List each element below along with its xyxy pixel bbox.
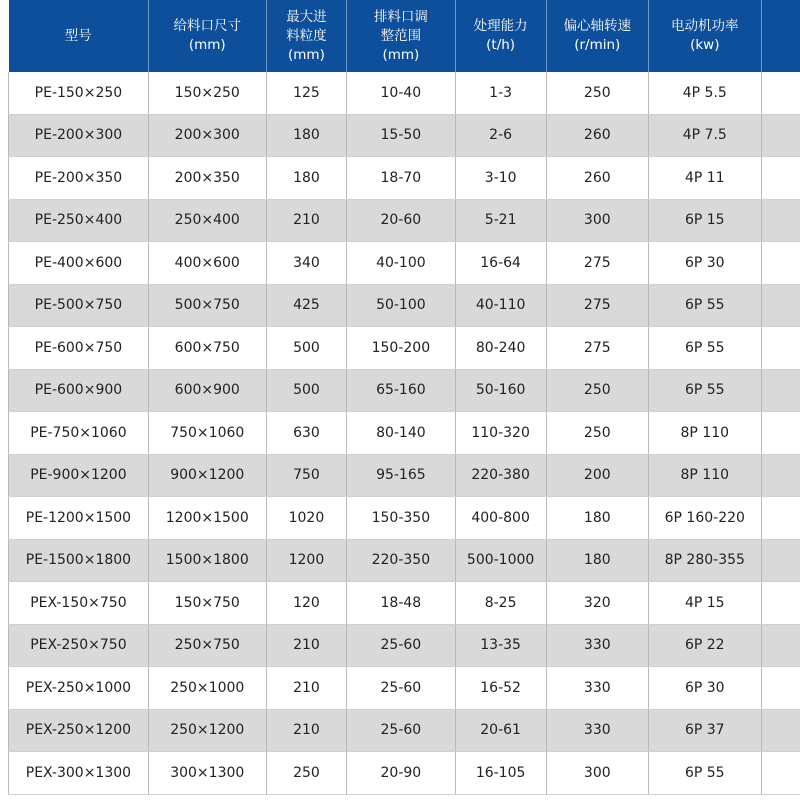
cell-feed-opening: 200×350 <box>148 157 266 200</box>
cell-model: PEX-250×1200 <box>9 709 149 752</box>
table-row <box>9 412 800 455</box>
cell-cutoff-column <box>761 284 800 327</box>
cell-max-feed: 500 <box>266 327 347 370</box>
cell-motor-power: 8P 110 <box>648 454 761 497</box>
cell-max-feed: 500 <box>266 369 347 412</box>
cell-model: PE-750×1060 <box>9 412 149 455</box>
cell-shaft-speed: 260 <box>546 114 648 157</box>
cell-model: PE-150×250 <box>9 72 149 114</box>
header-line: 最大进 <box>286 8 327 25</box>
cell-feed-opening: 150×250 <box>148 72 266 114</box>
header-capacity <box>455 0 546 72</box>
cell-capacity: 13-35 <box>455 624 546 667</box>
cell-shaft-speed: 330 <box>546 709 648 752</box>
cell-shaft-speed: 275 <box>546 242 648 285</box>
header-cutoff-column <box>761 0 800 72</box>
cell-shaft-speed: 300 <box>546 199 648 242</box>
cell-shaft-speed: 300 <box>546 752 648 795</box>
cell-discharge-range: 40-100 <box>347 242 455 285</box>
cell-cutoff-column <box>761 752 800 795</box>
cell-discharge-range: 65-160 <box>347 369 455 412</box>
table-row <box>9 582 800 625</box>
cell-capacity: 8-25 <box>455 582 546 625</box>
table-row <box>9 242 800 285</box>
header-line: 偏心轴转速 <box>563 18 632 34</box>
cell-capacity: 220-380 <box>455 454 546 497</box>
cell-shaft-speed: 330 <box>546 667 648 710</box>
cell-max-feed: 210 <box>266 624 347 667</box>
cell-model: PE-250×400 <box>9 199 149 242</box>
cell-capacity: 20-61 <box>455 709 546 752</box>
cell-cutoff-column <box>761 327 800 370</box>
cell-motor-power: 8P 280-355 <box>648 539 761 582</box>
cell-capacity: 500-1000 <box>455 539 546 582</box>
cell-capacity: 3-10 <box>455 157 546 200</box>
cell-model: PEX-250×750 <box>9 624 149 667</box>
header-motor-power <box>648 0 761 72</box>
cell-shaft-speed: 275 <box>546 327 648 370</box>
cell-cutoff-column <box>761 539 800 582</box>
cell-feed-opening: 300×1300 <box>148 752 266 795</box>
cell-max-feed: 125 <box>266 72 347 114</box>
cell-model: PE-600×750 <box>9 327 149 370</box>
table-row <box>9 539 800 582</box>
table-header <box>9 0 800 72</box>
cell-model: PE-900×1200 <box>9 454 149 497</box>
cell-model: PE-200×350 <box>9 157 149 200</box>
cell-model: PE-600×900 <box>9 369 149 412</box>
cell-cutoff-column <box>761 454 800 497</box>
cell-max-feed: 180 <box>266 157 347 200</box>
cell-capacity: 80-240 <box>455 327 546 370</box>
cell-discharge-range: 220-350 <box>347 539 455 582</box>
cell-max-feed: 250 <box>266 752 347 795</box>
cell-motor-power: 4P 15 <box>648 582 761 625</box>
cell-capacity: 110-320 <box>455 412 546 455</box>
cell-capacity: 2-6 <box>455 114 546 157</box>
cell-feed-opening: 250×1200 <box>148 709 266 752</box>
cell-motor-power: 8P 110 <box>648 412 761 455</box>
cell-feed-opening: 1500×1800 <box>148 539 266 582</box>
cell-shaft-speed: 250 <box>546 369 648 412</box>
cell-discharge-range: 18-48 <box>347 582 455 625</box>
header-line: 整范围 <box>380 27 422 44</box>
cell-cutoff-column <box>761 667 800 710</box>
cell-capacity: 5-21 <box>455 199 546 242</box>
cell-shaft-speed: 250 <box>546 412 648 455</box>
cell-max-feed: 180 <box>266 114 347 157</box>
cell-shaft-speed: 320 <box>546 582 648 625</box>
cell-feed-opening: 250×750 <box>148 624 266 667</box>
cell-discharge-range: 10-40 <box>347 72 455 114</box>
header-line: (mm) <box>382 46 420 63</box>
cell-max-feed: 120 <box>266 582 347 625</box>
table-row <box>9 709 800 752</box>
cell-discharge-range: 25-60 <box>347 709 455 752</box>
table-row <box>9 369 800 412</box>
table-row <box>9 199 800 242</box>
cell-shaft-speed: 200 <box>546 454 648 497</box>
cell-cutoff-column <box>761 369 800 412</box>
cell-discharge-range: 20-90 <box>347 752 455 795</box>
cell-cutoff-column <box>761 114 800 157</box>
cell-cutoff-column <box>761 497 800 540</box>
jaw-crusher-spec-table <box>8 0 800 795</box>
cell-feed-opening: 1200×1500 <box>148 497 266 540</box>
cell-motor-power: 6P 55 <box>648 284 761 327</box>
header-line: (r/min) <box>574 37 621 53</box>
table-row <box>9 114 800 157</box>
cell-cutoff-column <box>761 582 800 625</box>
cell-cutoff-column <box>761 199 800 242</box>
header-line: 型号 <box>64 27 92 44</box>
cell-motor-power: 6P 15 <box>648 199 761 242</box>
table-row <box>9 752 800 795</box>
cell-discharge-range: 80-140 <box>347 412 455 455</box>
cell-feed-opening: 250×400 <box>148 199 266 242</box>
cell-model: PEX-250×1000 <box>9 667 149 710</box>
cell-shaft-speed: 250 <box>546 72 648 114</box>
cell-discharge-range: 18-70 <box>347 157 455 200</box>
cell-discharge-range: 150-350 <box>347 497 455 540</box>
cell-feed-opening: 400×600 <box>148 242 266 285</box>
table-row <box>9 72 800 114</box>
cell-model: PEX-300×1300 <box>9 752 149 795</box>
table-row <box>9 284 800 327</box>
cell-max-feed: 1200 <box>266 539 347 582</box>
cell-feed-opening: 900×1200 <box>148 454 266 497</box>
cell-capacity: 1-3 <box>455 72 546 114</box>
cell-shaft-speed: 180 <box>546 539 648 582</box>
table-row <box>9 327 800 370</box>
cell-model: PE-200×300 <box>9 114 149 157</box>
cell-feed-opening: 250×1000 <box>148 667 266 710</box>
cell-cutoff-column <box>761 72 800 114</box>
cell-capacity: 50-160 <box>455 369 546 412</box>
cell-model: PE-400×600 <box>9 242 149 285</box>
cell-feed-opening: 600×750 <box>148 327 266 370</box>
header-line: (mm) <box>288 46 325 63</box>
cell-discharge-range: 95-165 <box>347 454 455 497</box>
header-line: 处理能力 <box>473 18 528 34</box>
cell-shaft-speed: 275 <box>546 284 648 327</box>
cell-cutoff-column <box>761 157 800 200</box>
cell-discharge-range: 150-200 <box>347 327 455 370</box>
table-row <box>9 157 800 200</box>
cell-discharge-range: 15-50 <box>347 114 455 157</box>
cell-max-feed: 1020 <box>266 497 347 540</box>
table-body <box>9 72 800 794</box>
cell-feed-opening: 600×900 <box>148 369 266 412</box>
cell-motor-power: 6P 160-220 <box>648 497 761 540</box>
cell-cutoff-column <box>761 242 800 285</box>
cell-max-feed: 210 <box>266 709 347 752</box>
cell-capacity: 16-64 <box>455 242 546 285</box>
header-row <box>9 0 800 72</box>
cell-feed-opening: 500×750 <box>148 284 266 327</box>
cell-feed-opening: 750×1060 <box>148 412 266 455</box>
table-row <box>9 497 800 540</box>
cell-model: PE-1200×1500 <box>9 497 149 540</box>
header-line: (kw) <box>690 37 720 53</box>
cell-max-feed: 340 <box>266 242 347 285</box>
cell-model: PEX-150×750 <box>9 582 149 625</box>
cell-shaft-speed: 260 <box>546 157 648 200</box>
cell-discharge-range: 25-60 <box>347 667 455 710</box>
header-discharge-range <box>347 0 455 72</box>
cell-max-feed: 750 <box>266 454 347 497</box>
cell-discharge-range: 20-60 <box>347 199 455 242</box>
cell-motor-power: 4P 11 <box>648 157 761 200</box>
header-line: 料粒度 <box>286 27 327 44</box>
cell-cutoff-column <box>761 709 800 752</box>
table-row <box>9 667 800 710</box>
cell-cutoff-column <box>761 624 800 667</box>
header-max-feed-size <box>266 0 347 72</box>
cell-cutoff-column <box>761 412 800 455</box>
cell-motor-power: 6P 37 <box>648 709 761 752</box>
cell-capacity: 16-52 <box>455 667 546 710</box>
cell-motor-power: 6P 55 <box>648 752 761 795</box>
cell-motor-power: 6P 22 <box>648 624 761 667</box>
cell-model: PE-1500×1800 <box>9 539 149 582</box>
cell-max-feed: 425 <box>266 284 347 327</box>
cell-feed-opening: 150×750 <box>148 582 266 625</box>
cell-shaft-speed: 180 <box>546 497 648 540</box>
header-line: 电动机功率 <box>671 18 739 34</box>
cell-capacity: 16-105 <box>455 752 546 795</box>
table-row <box>9 624 800 667</box>
cell-feed-opening: 200×300 <box>148 114 266 157</box>
header-model <box>9 0 149 72</box>
cell-max-feed: 210 <box>266 199 347 242</box>
cell-model: PE-500×750 <box>9 284 149 327</box>
header-line: (t/h) <box>486 37 516 53</box>
cell-motor-power: 6P 55 <box>648 327 761 370</box>
table-row <box>9 454 800 497</box>
cell-discharge-range: 50-100 <box>347 284 455 327</box>
header-eccentric-shaft-speed <box>546 0 648 72</box>
cell-capacity: 400-800 <box>455 497 546 540</box>
cell-motor-power: 6P 55 <box>648 369 761 412</box>
header-line: 排料口调 <box>373 8 428 25</box>
header-line: (mm) <box>188 37 226 53</box>
cell-capacity: 40-110 <box>455 284 546 327</box>
cell-motor-power: 4P 7.5 <box>648 114 761 157</box>
cell-shaft-speed: 330 <box>546 624 648 667</box>
header-line: 给料口尺寸 <box>173 18 241 34</box>
cell-motor-power: 6P 30 <box>648 667 761 710</box>
cell-max-feed: 210 <box>266 667 347 710</box>
cell-discharge-range: 25-60 <box>347 624 455 667</box>
cell-motor-power: 4P 5.5 <box>648 72 761 114</box>
header-feed-opening-size <box>148 0 266 72</box>
cell-motor-power: 6P 30 <box>648 242 761 285</box>
cell-max-feed: 630 <box>266 412 347 455</box>
